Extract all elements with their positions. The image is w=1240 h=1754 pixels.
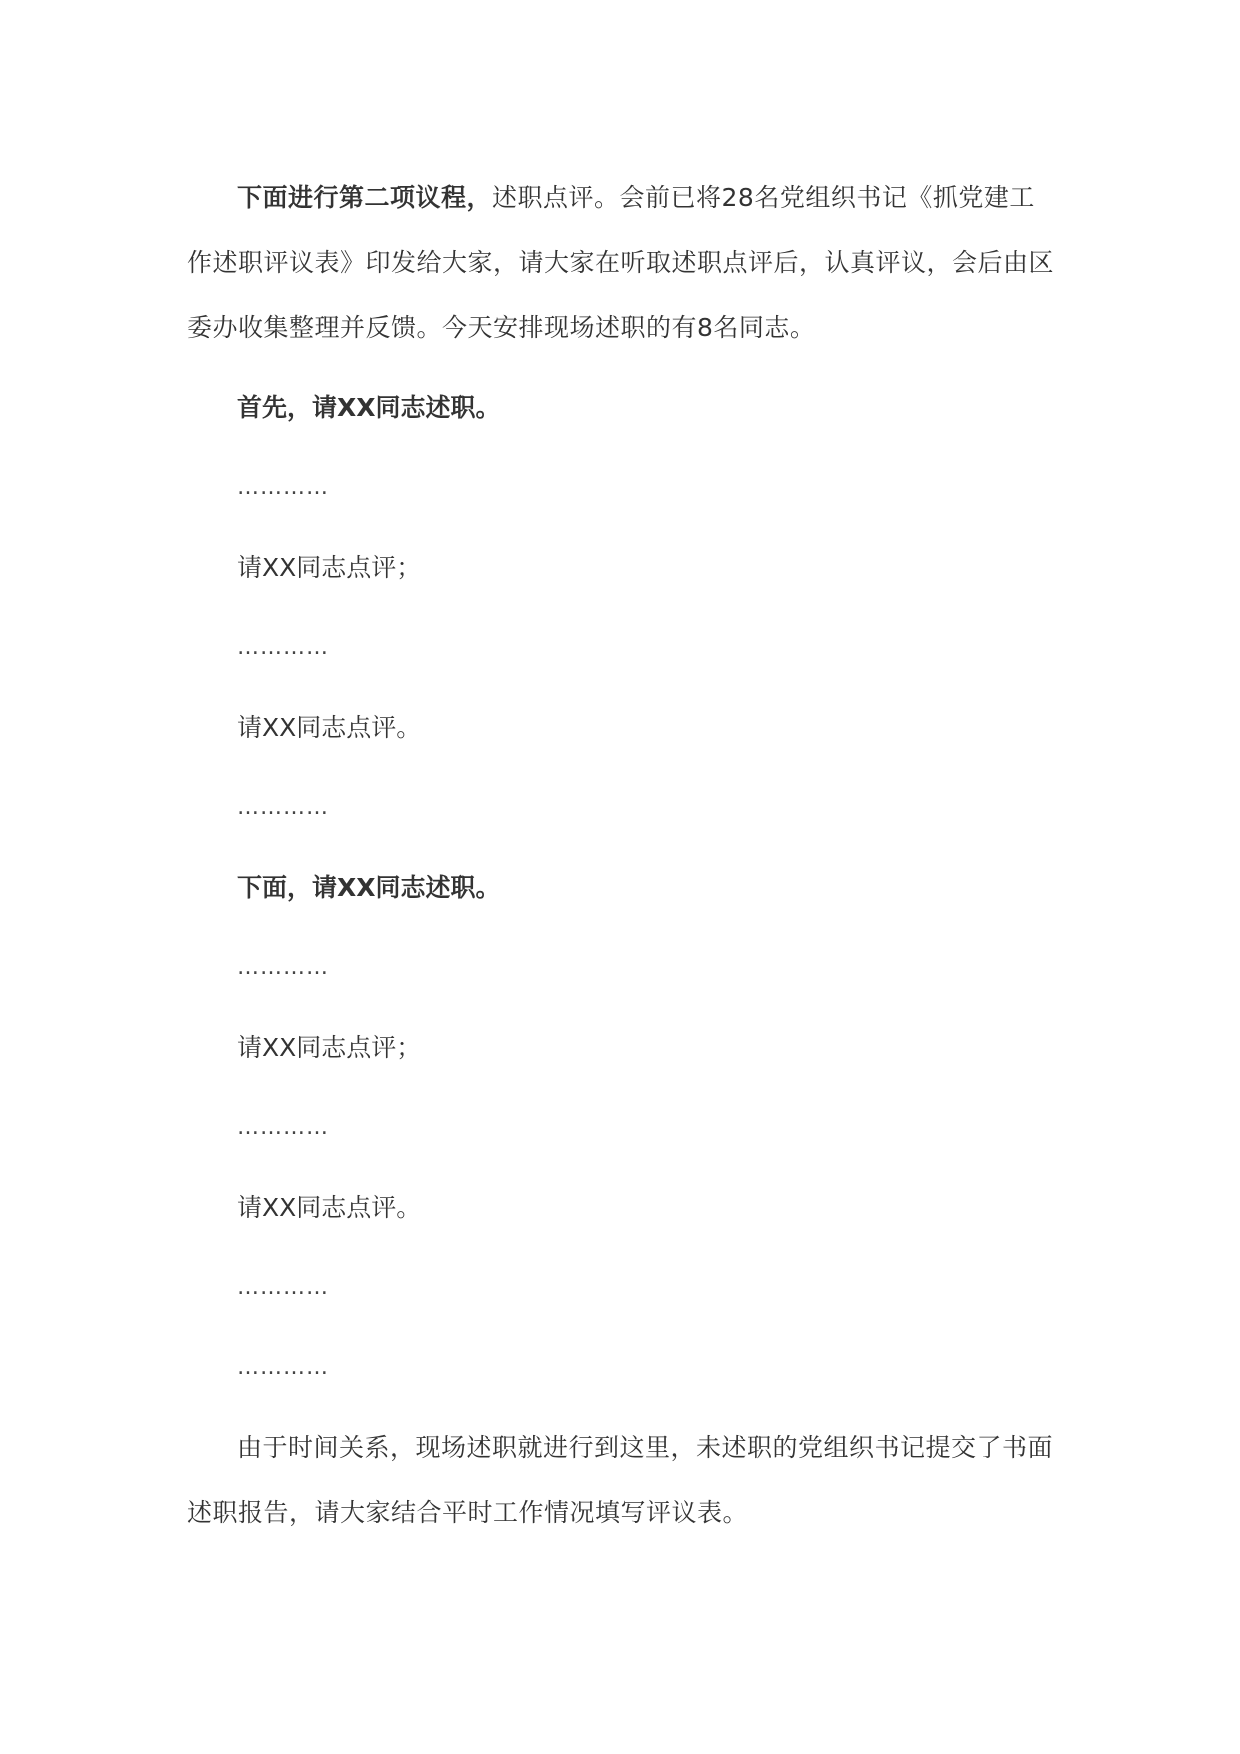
line-comment: 请XX同志点评。 <box>237 713 422 742</box>
intro-text: 述职点评。会前已将28名党组织书记《抓党建工作述职评议表》印发给大家，请大家在听取述职点评后，认真评议，会后由区委办收集整理并反馈。今天安排现场述职的有8名同志。 <box>187 183 1055 342</box>
ellipsis-line: ………… <box>237 955 329 980</box>
line-first-report: 首先，请XX同志述职。 <box>237 393 501 422</box>
ellipsis-line: ………… <box>237 635 329 660</box>
line-comment: 请XX同志点评。 <box>237 1193 422 1222</box>
ellipsis-line: ………… <box>237 1355 329 1380</box>
line-comment: 请XX同志点评； <box>237 553 422 582</box>
ellipsis-line: ………… <box>237 475 329 500</box>
closing-paragraph: 由于时间关系，现场述职就进行到这里，未述职的党组织书记提交了书面述职报告，请大家结合平时工作情况填写评议表。 <box>187 1433 1054 1527</box>
document-body <box>187 165 1057 1560</box>
ellipsis-line: ………… <box>237 1275 329 1300</box>
intro-lead-bold: 下面进行第二项议程， <box>237 183 493 212</box>
intro-paragraph <box>187 165 1057 360</box>
line-comment: 请XX同志点评； <box>237 1033 422 1062</box>
line-next-report: 下面，请XX同志述职。 <box>237 873 501 902</box>
ellipsis-line: ………… <box>237 1115 329 1140</box>
ellipsis-line: ………… <box>237 795 329 820</box>
